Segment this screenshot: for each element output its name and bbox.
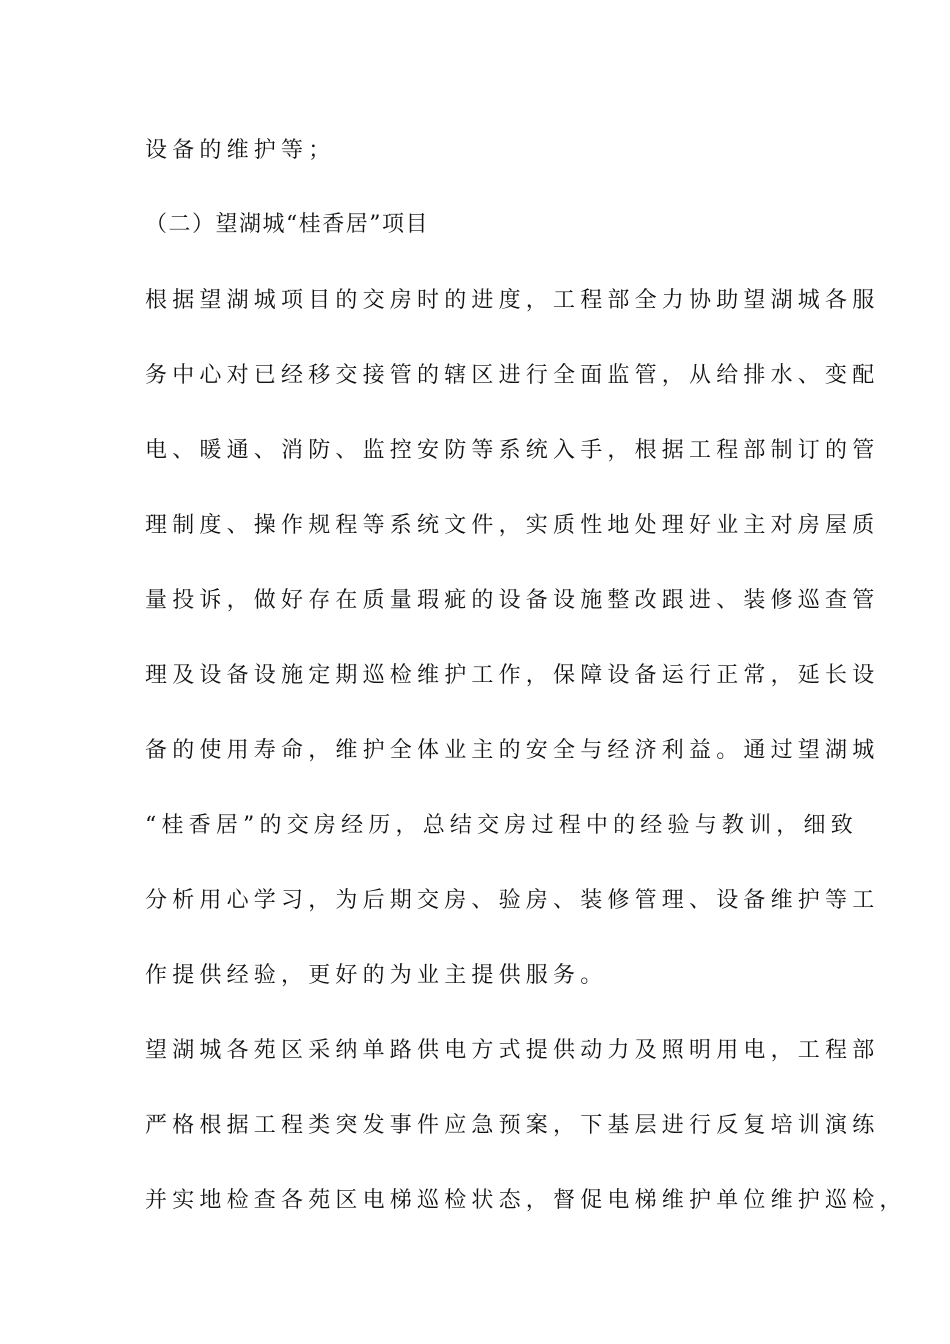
text-line-13: 望湖城各苑区采纳单路供电方式提供动力及照明用电，工程部 — [145, 1038, 880, 1063]
text-line-6: 理制度、操作规程等系统文件，实质性地处理好业主对房屋质 — [145, 513, 880, 538]
text-line-3: 根据望湖城项目的交房时的进度，工程部全力协助望湖城各服 — [145, 288, 880, 313]
text-line-14: 严格根据工程类突发事件应急预案，下基层进行反复培训演练 — [145, 1113, 880, 1138]
text-line-5: 电、暖通、消防、监控安防等系统入手，根据工程部制订的管 — [145, 438, 880, 463]
text-line-12: 作提供经验，更好的为业主提供服务。 — [145, 963, 608, 988]
text-line-8: 理及设备设施定期巡检维护工作，保障设备运行正常，延长设 — [145, 663, 880, 688]
text-line-1: 设备的维护等； — [145, 138, 336, 163]
text-line-15: 并实地检查各苑区电梯巡检状态，督促电梯维护单位维护巡检， — [145, 1188, 907, 1213]
text-line-10: “桂香居”的交房经历，总结交房过程中的经验与教训，细致 — [145, 813, 858, 838]
text-line-11: 分析用心学习，为后期交房、验房、装修管理、设备维护等工 — [145, 888, 880, 913]
text-line-9: 备的使用寿命，维护全体业主的安全与经济利益。通过望湖城 — [145, 738, 880, 763]
text-line-4: 务中心对已经移交接管的辖区进行全面监管，从给排水、变配 — [145, 363, 880, 388]
section-heading: （二）望湖城“桂香居”项目 — [145, 212, 429, 237]
text-line-7: 量投诉，做好存在质量瑕疵的设备设施整改跟进、装修巡查管 — [145, 588, 880, 613]
